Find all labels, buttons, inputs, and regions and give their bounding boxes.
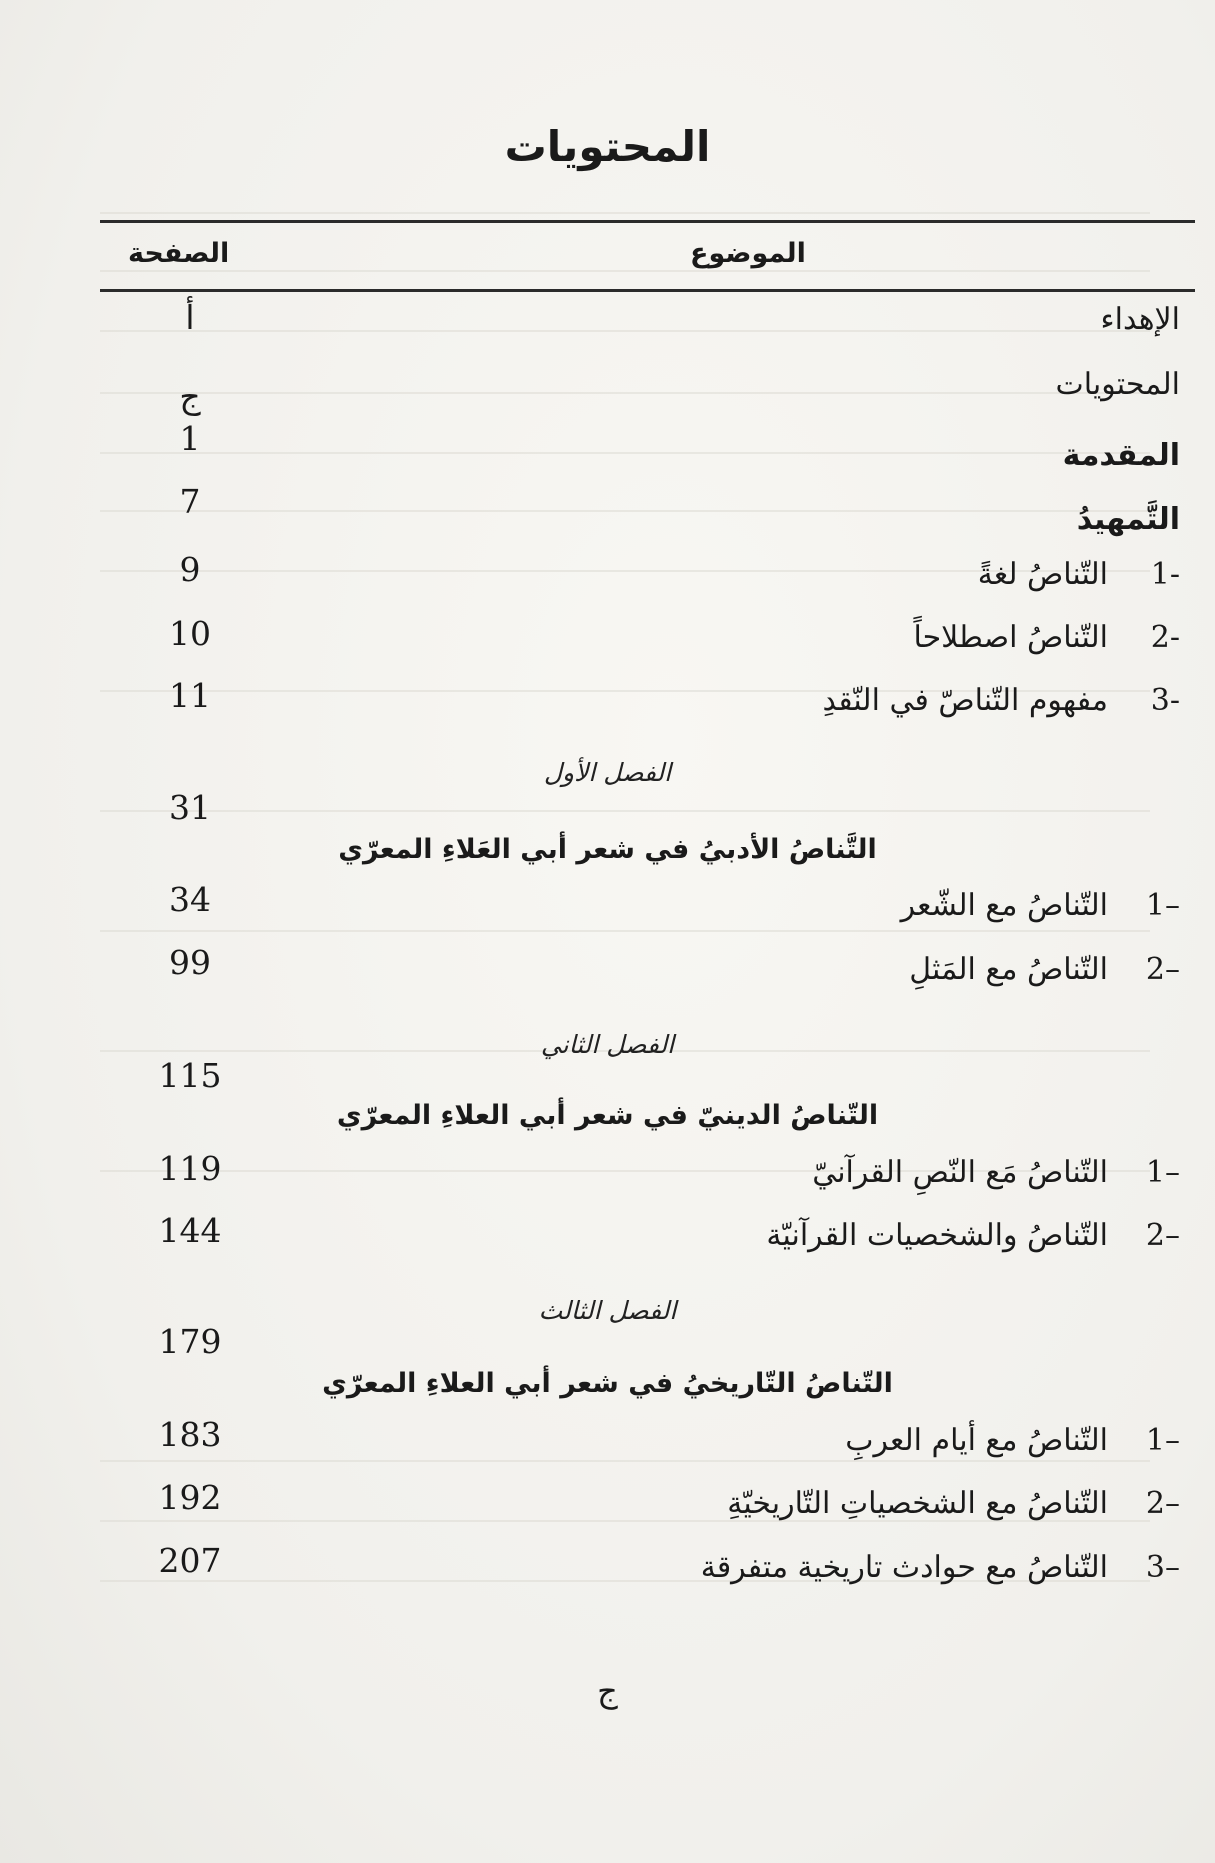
toc-page-number: ج [179,377,201,416]
entry-number: –1 [1145,1155,1180,1190]
bleed-through [100,810,1150,812]
toc-entry [180,438,1180,473]
toc-entry-text: المقدمة [1062,438,1180,473]
entry-number: –2 [1145,952,1180,987]
toc-entry [180,620,1180,655]
page-column-header: الصفحة [128,238,230,269]
chapter-title: التَّناصُ الأدبيُ في شعر أبي العَلاءِ المعرّي [338,834,877,865]
entry-number: -2 [1150,620,1180,655]
toc-page-number: 192 [158,1478,222,1517]
footer-page-number: ج [597,1672,618,1710]
toc-page-number: 144 [158,1211,222,1250]
chapter-label: الفصل الثاني [540,1030,675,1059]
toc-entry-text: التّناصُ لغةً [977,557,1108,592]
chapter-label: الفصل الثالث [538,1296,677,1325]
bleed-through [100,1460,1150,1462]
toc-page-number: 7 [179,482,201,521]
toc-page-number: 207 [158,1541,222,1580]
toc-entry-text: مفهوم التّناصّ في النّقدِ [822,683,1108,718]
toc-entry [180,888,1180,923]
toc-page-number: 179 [158,1322,222,1361]
entry-number: –2 [1145,1486,1180,1521]
toc-page-number: 99 [169,943,211,982]
toc-page-number: 10 [169,614,211,653]
toc-entry [180,557,1180,592]
toc-entry-text: التّناصُ مع حوادث تاريخية متفرقة [700,1550,1108,1585]
chapter-title: التّناصُ الدينيّ في شعر أبي العلاءِ المعرّي [336,1100,879,1131]
toc-entry [180,683,1180,718]
chapter-title: التّناصُ التّاريخيُ في شعر أبي العلاءِ المعرّي [322,1368,893,1399]
toc-entry [180,1155,1180,1190]
toc-entry-text: التّناصُ اصطلاحاً [913,620,1108,655]
bleed-through [100,212,1150,214]
toc-page-number: 34 [169,880,211,919]
toc-entry [180,302,1180,337]
toc-entry [180,502,1180,537]
entry-number: -1 [1150,557,1180,592]
toc-page-number: 183 [158,1415,222,1454]
entry-number: –2 [1145,1218,1180,1253]
header-bottom-rule [100,289,1195,292]
entry-number: –1 [1145,888,1180,923]
toc-entry-text: التّناصُ مع المَثلِ [909,952,1108,987]
header-top-rule [100,220,1195,223]
topic-column-header: الموضوع [690,238,806,269]
toc-entry [180,952,1180,987]
toc-entry [180,1218,1180,1253]
toc-entry-text: المحتويات [1055,367,1180,402]
toc-entry-text: التّناصُ والشخصيات القرآنيّة [766,1218,1108,1253]
entry-number: –3 [1145,1550,1180,1585]
toc-page-number: أ [185,298,195,337]
toc-entry [180,1550,1180,1585]
toc-page-number: 119 [158,1149,222,1188]
toc-page-number: 115 [158,1056,222,1095]
entry-number: –1 [1145,1423,1180,1458]
entry-number: -3 [1150,683,1180,718]
bleed-through [100,270,1150,272]
page-title: المحتويات [504,122,711,171]
toc-entry-text: التَّمهيدُ [1076,502,1180,537]
toc-entry-text: الإهداء [1100,302,1180,337]
toc-entry-text: التّناصُ مع الشّعر [900,888,1108,923]
toc-entry [180,367,1180,402]
toc-page-number: 11 [169,676,211,715]
toc-page-number: 1 [179,419,201,458]
toc-entry-text: التّناصُ مع أيام العربِ [845,1423,1108,1458]
toc-page-number: 31 [169,788,211,827]
bleed-through [100,930,1150,932]
chapter-label: الفصل الأول [543,758,672,787]
toc-entry [180,1486,1180,1521]
toc-entry-text: التّناصُ مَع النّصِ القرآنيّ [812,1155,1108,1190]
toc-entry-text: التّناصُ مع الشخصياتِ التّاريخيّةِ [727,1486,1108,1521]
toc-page-number: 9 [179,550,201,589]
toc-entry [180,1423,1180,1458]
